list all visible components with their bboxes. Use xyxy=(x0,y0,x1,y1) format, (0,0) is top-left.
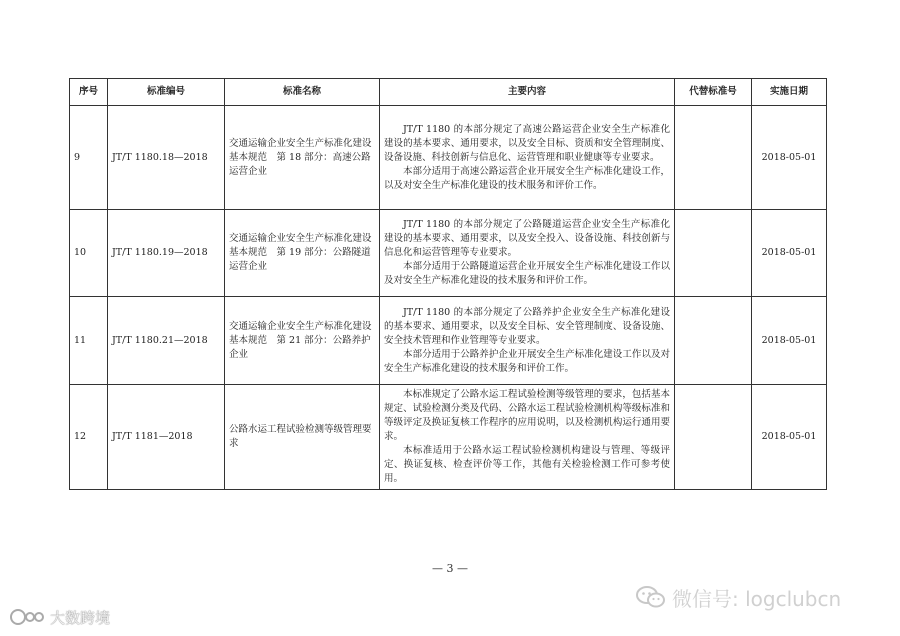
content-paragraph: JT/T 1180 的本部分规定了公路隧道运营企业安全生产标准化建设的基本要求、通用要求，以及安全投入、设备设施、科技创新与信息化和运营管理等专业要求。 xyxy=(384,219,670,258)
cell-replaces xyxy=(675,297,752,385)
cell-replaces xyxy=(675,106,752,210)
cell-serial: 10 xyxy=(70,210,108,297)
cell-name: 交通运输企业安全生产标准化建设基本规范 第 18 部分：高速公路运营企业 xyxy=(225,106,380,210)
standards-table xyxy=(69,78,827,490)
cell-name: 交通运输企业安全生产标准化建设基本规范 第 19 部分：公路隧道运营企业 xyxy=(225,210,380,297)
cell-replaces xyxy=(675,210,752,297)
header-date: 实施日期 xyxy=(752,79,827,106)
cell-serial: 11 xyxy=(70,297,108,385)
cell-date: 2018-05-01 xyxy=(752,297,827,385)
cell-serial: 12 xyxy=(70,385,108,490)
table-row xyxy=(70,106,827,210)
header-content: 主要内容 xyxy=(380,79,675,106)
brand-logo-icon xyxy=(8,607,46,627)
table-row xyxy=(70,210,827,297)
content-paragraph: 本部分适用于公路隧道运营企业开展安全生产标准化建设工作以及对安全生产标准化建设的技术服务和评价工作。 xyxy=(384,261,670,286)
watermark-left xyxy=(8,604,110,630)
cell-code: JT/T 1180.18—2018 xyxy=(108,106,225,210)
content-paragraph: 本标准规定了公路水运工程试验检测等级管理的要求，包括基本规定、试验检测分类及代码、公路水运工程试验检测机构等级标准和等级评定及换证复核工作程序的应用说明，以及检测机构运行通用要求。 xyxy=(384,389,670,442)
page-number: — 3 — xyxy=(432,562,468,575)
cell-name: 交通运输企业安全生产标准化建设基本规范 第 21 部分：公路养护企业 xyxy=(225,297,380,385)
table-row xyxy=(70,385,827,490)
content-paragraph: 本标准适用于公路水运工程试验检测机构建设与管理、等级评定、换证复核、检查评价等工作，其他有关检验检测工作可参考使用。 xyxy=(384,445,670,484)
header-replaces: 代替标准号 xyxy=(675,79,752,106)
cell-date: 2018-05-01 xyxy=(752,106,827,210)
cell-content xyxy=(380,210,675,297)
content-paragraph: JT/T 1180 的本部分规定了高速公路运营企业安全生产标准化建设的基本要求、通用要求，以及安全目标、资质和安全管理制度、设备设施、科技创新与信息化、运营管理和职业健康等专业要求。 xyxy=(384,123,670,163)
header-code: 标准编号 xyxy=(108,79,225,106)
content-paragraph: 本部分适用于公路养护企业开展安全生产标准化建设工作以及对安全生产标准化建设的技术服务和评价工作。 xyxy=(384,348,670,374)
cell-date: 2018-05-01 xyxy=(752,210,827,297)
wechat-icon xyxy=(636,585,666,609)
table-header-row xyxy=(70,79,827,106)
cell-content xyxy=(380,385,675,490)
cell-date: 2018-05-01 xyxy=(752,385,827,490)
content-paragraph: JT/T 1180 的本部分规定了公路养护企业安全生产标准化建设的基本要求、通用要求，以及安全目标、安全管理制度、设备设施、安全技术管理和作业管理等专业要求。 xyxy=(384,306,670,346)
cell-code: JT/T 1181—2018 xyxy=(108,385,225,490)
cell-content xyxy=(380,297,675,385)
watermark-right-text: 微信号: logclubcn xyxy=(672,586,842,611)
content-paragraph: 本部分适用于高速公路运营企业开展安全生产标准化建设工作，以及对安全生产标准化建设的技术服务和评价工作。 xyxy=(384,165,670,191)
cell-name: 公路水运工程试验检测等级管理要求 xyxy=(225,385,380,490)
watermark-right xyxy=(636,584,841,610)
header-serial: 序号 xyxy=(70,79,108,106)
cell-code: JT/T 1180.21—2018 xyxy=(108,297,225,385)
cell-serial: 9 xyxy=(70,106,108,210)
cell-content xyxy=(380,106,675,210)
cell-replaces xyxy=(675,385,752,490)
header-name: 标准名称 xyxy=(225,79,380,106)
table-row xyxy=(70,297,827,385)
cell-code: JT/T 1180.19—2018 xyxy=(108,210,225,297)
watermark-left-text: 大数跨境 xyxy=(50,608,111,627)
